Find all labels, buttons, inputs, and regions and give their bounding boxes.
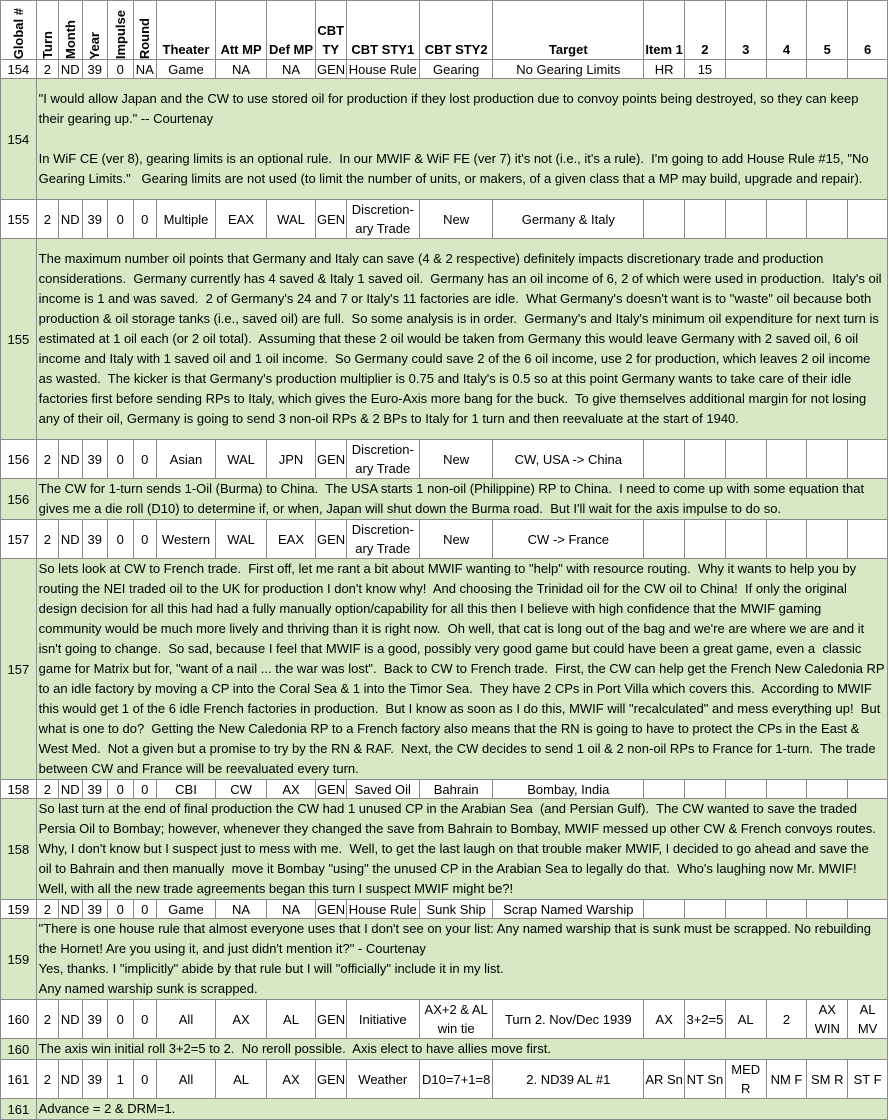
table-row bbox=[1, 900, 888, 919]
target-cell[interactable]: Turn 2. Nov/Dec 1939 bbox=[493, 1000, 644, 1039]
impulse-cell[interactable]: 0 bbox=[108, 520, 133, 559]
month-cell[interactable]: ND bbox=[59, 200, 82, 239]
item-3-cell[interactable] bbox=[725, 780, 766, 799]
target-cell[interactable]: Scrap Named Warship bbox=[493, 900, 644, 919]
theater-cell[interactable]: Multiple bbox=[156, 200, 215, 239]
note-row bbox=[1, 559, 888, 780]
note-global-cell[interactable]: 155 bbox=[1, 239, 37, 440]
month-cell[interactable]: ND bbox=[59, 900, 82, 919]
item-2-cell[interactable]: 15 bbox=[685, 60, 726, 79]
global-cell[interactable]: 154 bbox=[1, 60, 37, 79]
item-6-cell[interactable] bbox=[848, 900, 888, 919]
att-mp-cell[interactable]: AL bbox=[216, 1060, 267, 1099]
def-mp-cell[interactable]: AL bbox=[267, 1000, 316, 1039]
item-1-cell[interactable] bbox=[644, 900, 685, 919]
impulse-cell[interactable]: 0 bbox=[108, 60, 133, 79]
cbt-ty-cell[interactable]: GEN bbox=[316, 781, 346, 797]
item-2-cell[interactable] bbox=[685, 200, 726, 239]
item-1-cell[interactable] bbox=[644, 780, 685, 799]
round-cell[interactable]: 0 bbox=[133, 780, 156, 799]
item-3-cell[interactable]: AL bbox=[725, 1000, 766, 1039]
item-4-cell[interactable]: 2 bbox=[766, 1000, 807, 1039]
item-2-cell[interactable] bbox=[685, 440, 726, 479]
header-global[interactable]: Global # bbox=[1, 1, 37, 60]
item-6-cell[interactable]: AL MV bbox=[848, 1000, 888, 1039]
item-1-cell[interactable] bbox=[644, 440, 685, 479]
table-row bbox=[1, 1000, 888, 1039]
month-cell[interactable]: ND bbox=[59, 520, 82, 559]
global-cell[interactable]: 155 bbox=[1, 200, 37, 239]
header-round[interactable]: Round bbox=[133, 1, 156, 60]
global-cell[interactable]: 160 bbox=[1, 1000, 37, 1039]
cbt-sty2-cell[interactable]: New bbox=[419, 200, 492, 239]
header-cbt-sty2[interactable]: CBT STY2 bbox=[419, 1, 492, 60]
cbt-ty-cell[interactable]: GEN bbox=[316, 901, 346, 917]
item-1-cell[interactable]: AX bbox=[644, 1000, 685, 1039]
cbt-sty2-cell[interactable]: AX+2 & AL win tie bbox=[419, 1000, 492, 1039]
att-mp-cell[interactable]: NA bbox=[216, 900, 267, 919]
item-6-cell[interactable] bbox=[848, 60, 888, 79]
header-item-1[interactable]: Item 1 bbox=[644, 1, 685, 60]
round-cell[interactable]: 0 bbox=[133, 900, 156, 919]
def-mp-cell[interactable]: AX bbox=[267, 1060, 316, 1099]
item-5-cell[interactable] bbox=[807, 440, 848, 479]
note-row bbox=[1, 919, 888, 1000]
cbt-sty1-cell[interactable]: Discretion-ary Trade bbox=[346, 200, 419, 239]
item-4-cell[interactable] bbox=[766, 200, 807, 239]
note-text-cell[interactable]: So last turn at the end of final production the CW had 1 unused CP in the Arabian Sea (and Persian Gulf). The CW wanted to save the traded Persia Oil to Bombay; however, whenever they changed the save from Bahrain to Bombay, MWIF messed up other CW & French convoys routes. Why, I don't know but I suspect just to mess with me. Well, to get the last laugh on that trouble maker MWIF, I decided to go ahead and save the oil to Bahrain and then manually move it Bombay "using" the unused CP in the Arabian Sea to legally do that. Who's laughing now Mr. MWIF! Well, with all the new trade agreements began this turn I suspect MWIF might be?! bbox=[36, 799, 887, 900]
header-item-6[interactable]: 6 bbox=[848, 1, 888, 60]
global-cell[interactable]: 159 bbox=[1, 900, 37, 919]
item-5-cell[interactable]: AX WIN bbox=[807, 1000, 848, 1039]
def-mp-cell[interactable]: NA bbox=[267, 900, 316, 919]
month-cell[interactable]: ND bbox=[59, 440, 82, 479]
header-impulse[interactable]: Impulse bbox=[108, 1, 133, 60]
item-5-cell[interactable] bbox=[807, 780, 848, 799]
impulse-cell[interactable]: 0 bbox=[108, 200, 133, 239]
turn-cell[interactable]: 2 bbox=[36, 60, 58, 79]
year-cell[interactable]: 39 bbox=[82, 60, 107, 79]
cbt-sty2-cell[interactable]: Gearing bbox=[419, 60, 492, 79]
item-2-cell[interactable] bbox=[685, 520, 726, 559]
item-2-cell[interactable]: 3+2=5 bbox=[685, 1000, 726, 1039]
theater-cell[interactable]: Western bbox=[156, 520, 215, 559]
item-4-cell[interactable]: NM F bbox=[766, 1060, 807, 1099]
theater-cell[interactable]: All bbox=[156, 1000, 215, 1039]
item-1-cell[interactable]: AR Sn bbox=[644, 1060, 685, 1099]
note-text-cell[interactable]: "There is one house rule that almost everyone uses that I don't see on your list: Any named warship that is sunk must be scrapped. No rebuilding the Hornet! Are you using it, and just didn't mention it?" - Courtenay Yes, thanks. I "implicitly" abide by that rule but I will "officially" include it in my list. Any named warship sunk is scrapped. bbox=[36, 919, 887, 1000]
turn-cell[interactable]: 2 bbox=[36, 440, 58, 479]
header-theater[interactable]: Theater bbox=[156, 1, 215, 60]
item-5-cell[interactable] bbox=[807, 200, 848, 239]
att-mp-cell[interactable]: NA bbox=[216, 60, 267, 79]
def-mp-cell[interactable]: WAL bbox=[267, 200, 316, 239]
table-row bbox=[1, 520, 888, 559]
month-cell[interactable]: ND bbox=[59, 60, 82, 79]
item-3-cell[interactable]: MED R bbox=[725, 1060, 766, 1099]
theater-cell[interactable]: CBI bbox=[156, 780, 215, 799]
def-mp-cell[interactable]: AX bbox=[267, 780, 316, 799]
item-4-cell[interactable] bbox=[766, 440, 807, 479]
header-item-4[interactable]: 4 bbox=[766, 1, 807, 60]
cbt-ty-cell[interactable]: GEN bbox=[315, 200, 346, 239]
def-mp-cell[interactable]: EAX bbox=[267, 520, 316, 559]
item-1-cell[interactable] bbox=[644, 200, 685, 239]
item-5-cell[interactable] bbox=[807, 60, 848, 79]
round-cell[interactable]: NA bbox=[133, 60, 156, 79]
turn-cell[interactable]: 2 bbox=[36, 1000, 58, 1039]
item-4-cell[interactable] bbox=[766, 520, 807, 559]
target-cell[interactable]: No Gearing Limits bbox=[493, 60, 644, 79]
target-cell[interactable]: 2. ND39 AL #1 bbox=[493, 1060, 644, 1099]
item-5-cell[interactable] bbox=[807, 520, 848, 559]
header-att-mp[interactable]: Att MP bbox=[216, 1, 267, 60]
note-row bbox=[1, 1099, 888, 1120]
theater-cell[interactable]: Game bbox=[156, 900, 215, 919]
item-1-cell[interactable] bbox=[644, 520, 685, 559]
item-6-cell[interactable] bbox=[848, 440, 888, 479]
cbt-sty1-cell[interactable]: Saved Oil bbox=[346, 780, 419, 799]
table-row bbox=[1, 780, 888, 799]
item-4-cell[interactable] bbox=[766, 60, 807, 79]
item-3-cell[interactable] bbox=[725, 520, 766, 559]
cbt-sty2-cell[interactable]: D10=7+1=8 bbox=[419, 1060, 492, 1099]
def-mp-cell[interactable]: NA bbox=[267, 60, 316, 79]
note-global-cell[interactable]: 161 bbox=[1, 1099, 37, 1120]
round-cell[interactable]: 0 bbox=[133, 440, 156, 479]
theater-cell[interactable]: Asian bbox=[156, 440, 215, 479]
year-cell[interactable]: 39 bbox=[82, 780, 107, 799]
item-1-cell[interactable]: HR bbox=[644, 60, 685, 79]
def-mp-cell[interactable]: JPN bbox=[267, 440, 316, 479]
header-cbt-sty1[interactable]: CBT STY1 bbox=[346, 1, 419, 60]
year-cell[interactable]: 39 bbox=[82, 1000, 107, 1039]
cbt-sty2-cell[interactable]: Bahrain bbox=[419, 780, 492, 799]
impulse-cell[interactable]: 0 bbox=[108, 780, 133, 799]
target-cell[interactable]: Bombay, India bbox=[493, 780, 644, 799]
target-cell[interactable]: Germany & Italy bbox=[493, 200, 644, 239]
year-cell[interactable]: 39 bbox=[82, 520, 107, 559]
cbt-sty1-cell[interactable]: Discretion-ary Trade bbox=[346, 520, 419, 559]
target-cell[interactable]: CW, USA -> China bbox=[493, 440, 644, 479]
cbt-sty2-cell[interactable]: New bbox=[419, 440, 492, 479]
item-2-cell[interactable]: NT Sn bbox=[685, 1060, 726, 1099]
note-text-cell[interactable]: So lets look at CW to French trade. First off, let me rant a bit about MWIF wanting to "help" with resource routing. Why it wants to help you by routing the NEI traded oil to the UK for production I don't know why! And choosing the Trinidad oil for the CW oil to China! If only the original design decision for all this had had a fully manually option/capability for all this then I believe with high confidence that the MWIF gaming community would be much more lively and thriving than it is right now. Oh well, that cat is long out of the bag and we're are where we are and it isn't going to change. So sad, because I feel that MWIF is a good, possibly very good game but could have been a great game, even a classic game for Matrix but for, "want of a nail ... the war was lost". Back to CW to French trade. First, the CW can help get the French New Caledonia RP to an idle factory by moving a CP into the Coral Sea & 1 into the Timor Sea. They have 2 CPs in Port Villa which covers this. According to MWIF this would get 1 of the 6 idle French factories in production. But I know as soon as I do this, MWIF will "recalculated" and mess everything up! But what is one to do? Getting the New Caledonia RP to a French factory also means that the RN is going to have to protect the CPs in the East & West Med. Not a given but a promise to try by the RN & RAF. Next, the CW decides to send 1 oil & 2 non-oil RPs to France for 1-turn. The trade between CW and France will be reevaluated every turn. bbox=[36, 559, 887, 780]
header-row bbox=[1, 1, 888, 60]
cbt-sty1-cell[interactable]: House Rule bbox=[346, 900, 419, 919]
header-item-3[interactable]: 3 bbox=[725, 1, 766, 60]
note-global-cell[interactable]: 160 bbox=[1, 1039, 37, 1060]
cbt-ty-cell[interactable]: GEN bbox=[315, 440, 346, 479]
impulse-cell[interactable]: 1 bbox=[108, 1060, 133, 1099]
impulse-cell[interactable]: 0 bbox=[108, 440, 133, 479]
table-row bbox=[1, 1060, 888, 1099]
note-global-cell[interactable]: 159 bbox=[1, 919, 37, 1000]
note-row bbox=[1, 239, 888, 440]
note-row bbox=[1, 799, 888, 900]
table-row bbox=[1, 440, 888, 479]
turn-cell[interactable]: 2 bbox=[36, 200, 58, 239]
table-row bbox=[1, 200, 888, 239]
header-target[interactable]: Target bbox=[493, 1, 644, 60]
note-global-cell[interactable]: 157 bbox=[1, 559, 37, 780]
global-cell[interactable]: 157 bbox=[1, 520, 37, 559]
turn-cell[interactable]: 2 bbox=[36, 780, 58, 799]
header-year[interactable]: Year bbox=[82, 1, 107, 60]
year-cell[interactable]: 39 bbox=[82, 440, 107, 479]
item-6-cell[interactable] bbox=[848, 780, 888, 799]
item-6-cell[interactable] bbox=[848, 200, 888, 239]
cbt-ty-cell[interactable]: GEN bbox=[315, 520, 346, 559]
global-cell[interactable]: 158 bbox=[1, 780, 37, 799]
theater-cell[interactable]: Game bbox=[156, 60, 215, 79]
header-item-5[interactable]: 5 bbox=[807, 1, 848, 60]
cbt-ty-cell[interactable]: GEN bbox=[316, 61, 346, 77]
att-mp-cell[interactable]: EAX bbox=[216, 200, 267, 239]
item-3-cell[interactable] bbox=[725, 900, 766, 919]
note-row bbox=[1, 479, 888, 520]
item-2-cell[interactable] bbox=[685, 780, 726, 799]
cbt-sty1-cell[interactable]: House Rule bbox=[346, 60, 419, 79]
impulse-cell[interactable]: 0 bbox=[108, 900, 133, 919]
item-3-cell[interactable] bbox=[725, 200, 766, 239]
att-mp-cell[interactable]: WAL bbox=[216, 440, 267, 479]
note-global-cell[interactable]: 154 bbox=[1, 79, 37, 200]
header-turn[interactable]: Turn bbox=[36, 1, 58, 60]
item-3-cell[interactable] bbox=[725, 440, 766, 479]
impulse-cell[interactable]: 0 bbox=[108, 1000, 133, 1039]
year-cell[interactable]: 39 bbox=[82, 900, 107, 919]
month-cell[interactable]: ND bbox=[59, 1000, 82, 1039]
header-def-mp[interactable]: Def MP bbox=[267, 1, 316, 60]
year-cell[interactable]: 39 bbox=[82, 200, 107, 239]
att-mp-cell[interactable]: AX bbox=[216, 1000, 267, 1039]
cbt-sty2-cell[interactable]: New bbox=[419, 520, 492, 559]
round-cell[interactable]: 0 bbox=[133, 1060, 156, 1099]
turn-cell[interactable]: 2 bbox=[36, 520, 58, 559]
cbt-sty1-cell[interactable]: Initiative bbox=[346, 1000, 419, 1039]
item-4-cell[interactable] bbox=[766, 900, 807, 919]
note-row bbox=[1, 1039, 888, 1060]
round-cell[interactable]: 0 bbox=[133, 1000, 156, 1039]
year-cell[interactable]: 39 bbox=[82, 1060, 107, 1099]
item-6-cell[interactable]: ST F bbox=[848, 1060, 888, 1099]
turn-cell[interactable]: 2 bbox=[36, 900, 58, 919]
global-cell[interactable]: 156 bbox=[1, 440, 37, 479]
item-5-cell[interactable]: SM R bbox=[807, 1060, 848, 1099]
header-month[interactable]: Month bbox=[59, 1, 82, 60]
item-2-cell[interactable] bbox=[685, 900, 726, 919]
note-text-cell[interactable]: "I would allow Japan and the CW to use stored oil for production if they lost production due to convoy points being destroyed, so they can keep their gearing up." -- Courtenay In WiF CE (ver 8), gearing limits is an optional rule. In our MWIF & WiF FE (ver 7) it's not (i.e., it's a rule). I'm going to add House Rule #15, "No Gearing Limits." Gearing limits are not used (to limit the number of units, or makers, of a given class that a MP may build, upgrade and repair). bbox=[36, 79, 887, 200]
item-6-cell[interactable] bbox=[848, 520, 888, 559]
month-cell[interactable]: ND bbox=[59, 1060, 82, 1099]
note-row bbox=[1, 79, 888, 200]
round-cell[interactable]: 0 bbox=[133, 200, 156, 239]
month-cell[interactable]: ND bbox=[59, 780, 82, 799]
cbt-sty1-cell[interactable]: Weather bbox=[346, 1060, 419, 1099]
note-global-cell[interactable]: 158 bbox=[1, 799, 37, 900]
item-5-cell[interactable] bbox=[807, 900, 848, 919]
att-mp-cell[interactable]: WAL bbox=[216, 520, 267, 559]
round-cell[interactable]: 0 bbox=[133, 520, 156, 559]
note-text-cell[interactable]: The maximum number oil points that Germany and Italy can save (4 & 2 respective) definitely impacts discretionary trade and production considerations. Germany currently has 4 saved & Italy 1 saved oil. Germany has an oil income of 6, 2 of which were used in production. Italy's oil income is 1 and was saved. 2 of Germany's 24 and 7 or Italy's 11 factories are idle. What Germany's doesn't want is to "waste" oil because both production & oil storage tanks (i.e., saved oil) are full. So some analysis is in order. Germany's and Italy's minimum oil expenditure for next turn is estimated at 1 oil each (or 2 oil total). Assuming that these 2 oil would be taken from Germany this would leave Germany with 2 saved oil, 6 oil income and Italy with 1 saved oil and 1 oil income. So Germany could save 2 of the 6 oil income, use 2 for production, which leaves 2 oil income as wasted. The kicker is that Germany's production multiplier is 0.75 and Italy's is 0.5 so at this point Germany wants to take care of their idle factories first before sending RPs to Italy, which gives the Euro-Axis more bang for the buck. To give themselves additional margin for not losing any of their oil, Germany is going to send 3 non-oil RPs & 2 BPs to Italy for 1 turn and then reevaluate at the start of 1940. bbox=[36, 239, 887, 440]
cbt-sty2-cell[interactable]: Sunk Ship bbox=[419, 900, 492, 919]
cbt-sty1-cell[interactable]: Discretion-ary Trade bbox=[346, 440, 419, 479]
turn-cell[interactable]: 2 bbox=[36, 1060, 58, 1099]
cbt-ty-cell[interactable]: GEN bbox=[315, 1000, 346, 1039]
note-text-cell[interactable]: Advance = 2 & DRM=1. bbox=[36, 1099, 887, 1120]
note-global-cell[interactable]: 156 bbox=[1, 479, 37, 520]
target-cell[interactable]: CW -> France bbox=[493, 520, 644, 559]
cbt-ty-cell[interactable]: GEN bbox=[315, 1060, 346, 1099]
global-cell[interactable]: 161 bbox=[1, 1060, 37, 1099]
att-mp-cell[interactable]: CW bbox=[216, 780, 267, 799]
note-text-cell[interactable]: The axis win initial roll 3+2=5 to 2. No reroll possible. Axis elect to have allies move first. bbox=[36, 1039, 887, 1060]
item-3-cell[interactable] bbox=[725, 60, 766, 79]
theater-cell[interactable]: All bbox=[156, 1060, 215, 1099]
table-row bbox=[1, 60, 888, 79]
header-cbt-ty[interactable]: CBT TY bbox=[315, 1, 346, 60]
header-item-2[interactable]: 2 bbox=[685, 1, 726, 60]
item-4-cell[interactable] bbox=[766, 780, 807, 799]
note-text-cell[interactable]: The CW for 1-turn sends 1-Oil (Burma) to China. The USA starts 1 non-oil (Philippine) RP to China. I need to come up with some equation that gives me a die roll (D10) to determine if, or when, Japan will shut down the Burma road. But I'll wait for the axis impulse to do so. bbox=[36, 479, 887, 520]
